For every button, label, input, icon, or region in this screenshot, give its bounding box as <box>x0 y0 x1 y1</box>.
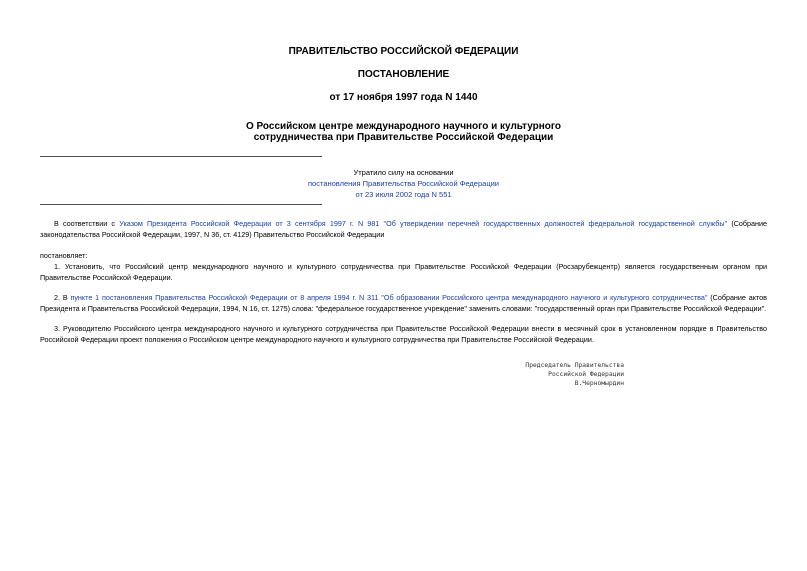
document-title-line1: О Российском центре международного научного и культурного <box>245 121 562 132</box>
decree-word: постановляет: <box>40 251 88 260</box>
item-1-paragraph <box>40 261 767 283</box>
document-title-line2: сотрудничества при Правительстве Российской Федерации <box>253 132 554 143</box>
item-2-line1 <box>40 292 767 303</box>
president-decree-link[interactable]: Указом Президента Российской Федерации от 3 сентября 1997 г. N 981 "Об утверждении перечней государственных должностей федеральной государственной службы" <box>119 219 728 228</box>
preamble-line2: законодательства Российской Федерации, 1997, N 36, ст. 4129) Правительство Российской Федерации <box>40 230 385 239</box>
document-date-number: от 17 ноября 1997 года N 1440 <box>329 92 478 103</box>
status-note-link-date[interactable]: от 23 июля 2002 года N 551 <box>355 190 452 199</box>
signature-position: Председатель Правительства <box>525 362 624 369</box>
item-1-line2: Правительстве Российской Федерации. <box>40 273 173 282</box>
item-2-paragraph <box>40 292 767 314</box>
preamble-paragraph <box>40 218 767 240</box>
signature-country: Российской Федерации <box>548 371 624 378</box>
status-note-link[interactable]: постановления Правительства Российской Федерации <box>307 179 499 188</box>
item-3-paragraph <box>40 323 767 345</box>
top-divider <box>40 156 322 157</box>
item-3-line2: Российской Федерации проект положения о Российском центре международного научного и культурного сотрудничества при Правительстве Российской Федерации. <box>40 335 594 344</box>
bottom-divider <box>40 204 322 205</box>
item-2-line2: Президента и Правительства Российской Федерации, 1994, N 16, ст. 1275) слова: "федеральное государственное учреждение" заменить словами: "государственный орган при Правительстве Российской Федерации". <box>40 304 767 313</box>
item-3-line1: 3. Руководителю Российского центра международного научного и культурного сотрудничества при Правительстве Российской Федерации внести в месячный срок в установленном порядке в Правительство <box>54 324 767 333</box>
signature-name: В.Черномырдин <box>574 380 624 387</box>
item-2-prefix: 2. В <box>54 293 71 302</box>
document-type-heading: ПОСТАНОВЛЕНИЕ <box>357 69 450 80</box>
preamble-suffix: (Собрание <box>727 219 767 228</box>
government-heading: ПРАВИТЕЛЬСТВО РОССИЙСКОЙ ФЕДЕРАЦИИ <box>288 46 519 57</box>
preamble-line1 <box>40 218 767 229</box>
status-note-text: Утратило силу на основании <box>353 168 454 177</box>
government-resolution-link[interactable]: пункте 1 постановления Правительства Российской Федерации от 8 апреля 1994 г. N 311 "Об образовании Российского центра международного научного и культурного сотрудничества" <box>70 293 708 302</box>
item-1-line1: 1. Установить, что Российский центр международного научного и культурного сотрудничества при Правительстве Российской Федерации (Росзарубежцентр) является государственным органом при <box>54 262 767 271</box>
preamble-prefix: В соответствии с <box>54 219 120 228</box>
item-2-suffix: (Собрание актов <box>707 293 767 302</box>
